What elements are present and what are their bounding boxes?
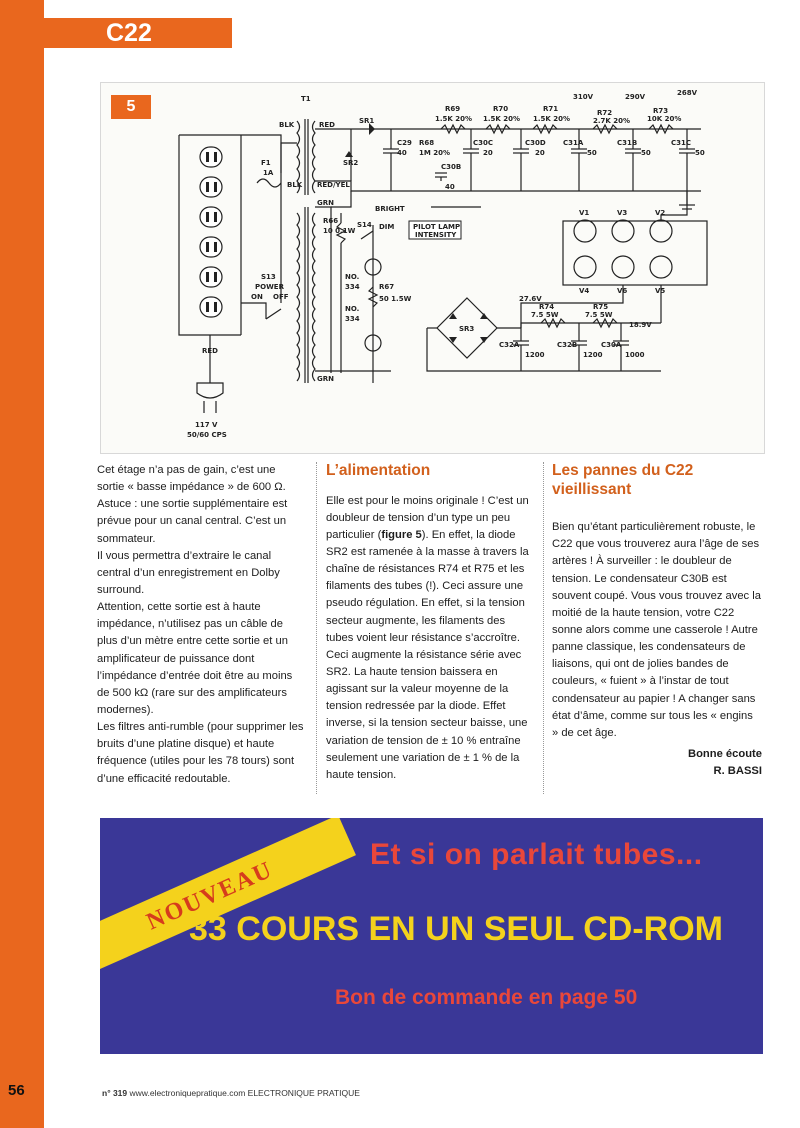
author: R. BASSI xyxy=(713,764,762,777)
label-r68: R68 xyxy=(419,139,435,147)
label-mains-voltage: 117 V xyxy=(195,421,218,429)
alimentation-text: Elle est pour le moins originale ! C’est un doubleur de tension d’un type un peu particulier (figure 5). En effet, la diode SR2 est ramenée à la masse à travers la chaîne de résistances R74 et R75 et les filaments des tubes (!). Ceci assure une pseudo régulation. En effet, si la tension secteur augmente, les filaments des tubes voient leur résistance s’accroître. Ceci augmente la résistance série avec SR2. La haute tension baissera en agissant sur la valeur moyenne de la tension redressée par la diode. Effet inverse, si la tension secteur baisse, une variation de tension de ± 10 % entraîne seulement une variation de ± 1 % de la haute tension. xyxy=(326,494,529,781)
label-c30c: C30C xyxy=(473,139,494,147)
ad-headline: Et si on parlait tubes... xyxy=(370,838,703,871)
label-r75-value: 7.5 5W xyxy=(585,311,613,319)
label-off: OFF xyxy=(273,293,289,301)
ad-main-title: 33 COURS EN UN SEUL CD-ROM xyxy=(189,910,723,948)
signoff: Bonne écoute xyxy=(688,748,762,761)
figure-number: 5 xyxy=(111,95,151,119)
label-r75: R75 xyxy=(593,303,609,311)
label-r72-value: 2.7K 20% xyxy=(593,117,631,125)
section-header xyxy=(44,18,232,48)
signature xyxy=(552,746,762,780)
label-c31a: C31A xyxy=(563,139,584,147)
label-bright: BRIGHT xyxy=(375,205,405,213)
label-c29: C29 xyxy=(397,139,412,147)
label-r73-value: 10K 20% xyxy=(647,115,682,123)
label-on: ON xyxy=(251,293,263,301)
label-r67: R67 xyxy=(379,283,395,291)
power-supply-schematic xyxy=(101,83,764,453)
label-r66: R66 xyxy=(323,217,339,225)
label-c29-value: 40 xyxy=(397,149,407,157)
label-c30a: C30A xyxy=(601,341,622,349)
cd-rom-advertisement xyxy=(100,818,763,1054)
label-c31b: C31B xyxy=(617,139,638,147)
label-v3: V3 xyxy=(617,209,628,217)
label-r73: R73 xyxy=(653,107,669,115)
label-sr2: SR2 xyxy=(343,159,359,167)
label-c31a-value: 50 xyxy=(587,149,597,157)
label-v1: V1 xyxy=(579,209,590,217)
page-number: 56 xyxy=(8,1082,25,1099)
label-310v: 310V xyxy=(573,93,594,101)
label-s14: S14 xyxy=(357,221,372,229)
magazine-name: ELECTRONIQUE PRATIQUE xyxy=(247,1088,360,1098)
label-grn: GRN xyxy=(317,199,334,207)
ad-order-note: Bon de commande en page 50 xyxy=(335,986,638,1009)
column-2 xyxy=(326,462,534,784)
label-v6: V6 xyxy=(617,287,628,295)
label-red-2: RED xyxy=(202,347,218,355)
label-c32b: C32B xyxy=(557,341,578,349)
label-t1: T1 xyxy=(301,95,311,103)
label-r70: R70 xyxy=(493,105,509,113)
label-pilot-lamp: PILOT LAMP xyxy=(413,223,461,231)
new-ribbon xyxy=(100,818,356,977)
label-r72: R72 xyxy=(597,109,613,117)
label-c31c-value: 50 xyxy=(695,149,705,157)
column-divider xyxy=(543,462,544,794)
label-r70-value: 1.5K 20% xyxy=(483,115,521,123)
col1-paragraph: Les filtres anti-rumble (pour supprimer les bruits d’une platine disque) et haute fréquence (utiles pour les 78 tours) sont d’une efficacité redoutable. xyxy=(97,721,304,785)
label-sr3: SR3 xyxy=(459,325,475,333)
label-c30a-value: 1000 xyxy=(625,351,645,359)
pannes-heading: Les pannes du C22 vieillissant xyxy=(552,462,694,498)
label-red-yel: RED/YEL xyxy=(317,181,350,189)
label-c32a-value: 1200 xyxy=(525,351,545,359)
label-c30b: C30B xyxy=(441,163,462,171)
label-335: 334 xyxy=(345,315,360,323)
pannes-text: Bien qu’étant particulièrement robuste, le C22 que vous trouverez aura l’âge de ses artères ! À surveiller : le doubleur de tension. Le condensateur C30B est souvent coupé. Vous vous trouvez avec la moitié de la haute tension, votre C22 sonne alors comme une casserole ! Autre panne classique, les condensateurs de liaisons, qui ont de jolies bandes de couleurs, « fuient » à l’instar de tout condensateur au papier ! A changer sans état d’âme, comme sur tous les « engins » de cet âge. xyxy=(552,521,761,739)
label-grn-2: GRN xyxy=(317,375,334,383)
figure-reference: figure 5 xyxy=(381,528,422,541)
column-divider xyxy=(316,462,317,794)
label-c32b-value: 1200 xyxy=(583,351,603,359)
label-r71-value: 1.5K 20% xyxy=(533,115,571,123)
label-334: 334 xyxy=(345,283,360,291)
label-v2: V2 xyxy=(655,209,666,217)
label-r69: R69 xyxy=(445,105,461,113)
label-c31c: C31C xyxy=(671,139,692,147)
label-dim: DIM xyxy=(379,223,395,231)
label-290v: 290V xyxy=(625,93,646,101)
label-c32a: C32A xyxy=(499,341,520,349)
label-c30c-value: 20 xyxy=(483,149,493,157)
issue-number: n° 319 xyxy=(102,1088,128,1098)
label-c30d-value: 20 xyxy=(535,149,545,157)
label-sr1: SR1 xyxy=(359,117,375,125)
col1-paragraph: Il vous permettra d’extraire le canal central d’un enregistrement en Dolby surround. xyxy=(97,549,280,596)
label-no: NO. xyxy=(345,273,360,281)
label-r74-value: 7.5 5W xyxy=(531,311,559,319)
ribbon-text: NOUVEAU xyxy=(142,856,278,936)
label-no-2: NO. xyxy=(345,305,360,313)
label-r66-value: 10 0.1W xyxy=(323,227,356,235)
label-blk-2: BLK xyxy=(287,181,303,189)
label-c30b-value: 40 xyxy=(445,183,455,191)
label-c30d: C30D xyxy=(525,139,546,147)
col1-paragraph: Attention, cette sortie est à haute impédance, n’utilisez pas un câble de plus d’un mètre entre cette sortie et un amplificateur de puissance dont l’impédance d’entrée doit être au moins de 500 kΩ (rare sur des amplificateurs modernes). xyxy=(97,601,293,716)
label-f1: F1 xyxy=(261,159,271,167)
label-f1-rating: 1A xyxy=(263,169,274,177)
label-r74: R74 xyxy=(539,303,555,311)
section-title: C22 xyxy=(106,19,152,47)
label-r67-value: 50 1.5W xyxy=(379,295,412,303)
schematic-figure xyxy=(100,82,765,454)
page-footer xyxy=(102,1088,360,1098)
website: www.electroniquepratique.com xyxy=(129,1088,246,1098)
alimentation-heading: L’alimentation xyxy=(326,462,431,479)
label-18v: 18.9V xyxy=(629,321,652,329)
label-27v: 27.6V xyxy=(519,295,542,303)
label-mains-frequency: 50/60 CPS xyxy=(187,431,227,439)
label-v4: V4 xyxy=(579,287,590,295)
label-c31b-value: 50 xyxy=(641,149,651,157)
label-blk: BLK xyxy=(279,121,295,129)
column-1 xyxy=(97,462,304,788)
column-3 xyxy=(552,462,762,780)
label-intensity: INTENSITY xyxy=(415,231,457,239)
label-r69-value: 1.5K 20% xyxy=(435,115,473,123)
label-s13: S13 xyxy=(261,273,276,281)
label-red: RED xyxy=(319,121,335,129)
col1-paragraph: Cet étage n’a pas de gain, c’est une sortie « basse impédance » de 600 Ω. xyxy=(97,464,286,494)
label-r68-value: 1M 20% xyxy=(419,149,451,157)
label-power: POWER xyxy=(255,283,284,291)
col1-paragraph: Astuce : une sortie supplémentaire est prévue pour un canal central. C’est un sommateur. xyxy=(97,498,288,545)
label-r71: R71 xyxy=(543,105,559,113)
side-color-bar xyxy=(0,0,44,1128)
label-268v: 268V xyxy=(677,89,698,97)
label-v5: V5 xyxy=(655,287,666,295)
